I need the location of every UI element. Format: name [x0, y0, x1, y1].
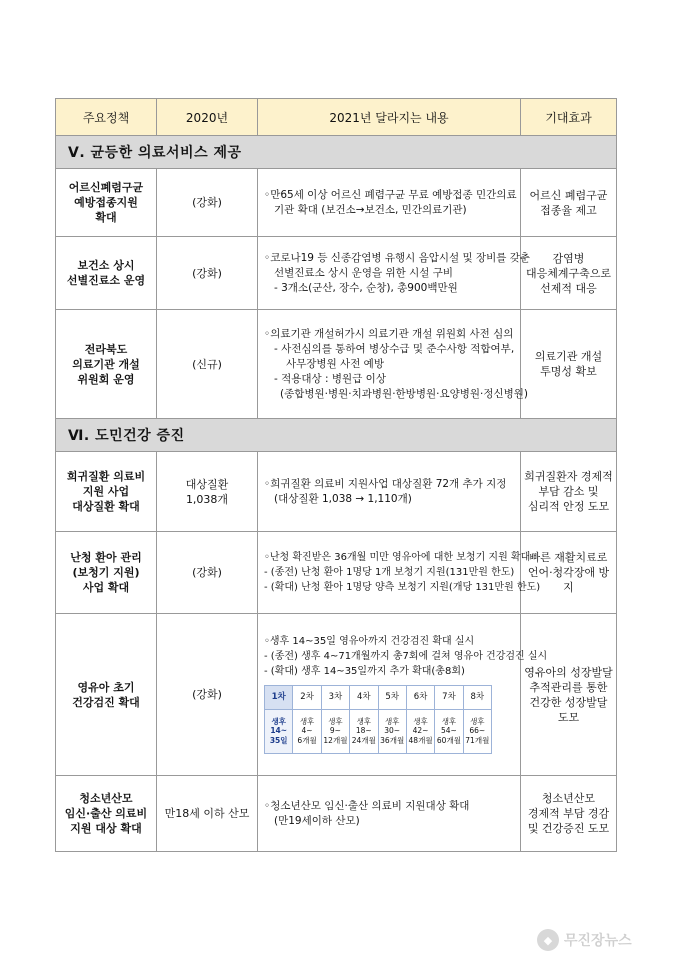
change-content: [258, 532, 541, 614]
expected-effect: 의료기관 개설 투명성 확보: [521, 310, 617, 419]
content-line: (종합병원·병원·치과병원·한방병원·요양병원·정신병원): [280, 387, 529, 400]
content-line: 사무장병원 사전 예방: [286, 357, 384, 370]
schedule-age-row: [265, 709, 492, 753]
content-line: ◦희귀질환 의료비 지원사업 대상질환 72개 추가 지정: [264, 477, 507, 490]
expected-effect: 빠른 재활치료로 언어·청각장애 방지: [521, 532, 617, 614]
change-content: [258, 169, 521, 237]
table-row: [56, 532, 617, 614]
header-effect: 기대효과: [521, 99, 617, 136]
section-row: [56, 136, 617, 169]
header-changes: 2021년 달라지는 내용: [258, 99, 521, 136]
status-2020: 대상질환 1,038개: [157, 452, 258, 532]
change-content: [258, 237, 531, 310]
expected-effect: 감염병 대응체계구축으로 선제적 대응: [521, 237, 617, 310]
schedule-age: 생후 14~ 35일: [265, 709, 293, 753]
schedule-round: 6차: [406, 685, 434, 709]
table-row: [56, 452, 617, 532]
status-2020: (강화): [157, 237, 258, 310]
watermark-text: 무진장뉴스: [564, 933, 632, 949]
schedule-round: 3차: [321, 685, 349, 709]
change-content: [258, 614, 548, 776]
schedule-age: 생후 30~ 36개월: [378, 709, 406, 753]
content-line: - (확대) 생후 14~35일까지 추가 확대(총8회): [264, 665, 465, 677]
expected-effect: 청소년산모 경제적 부담 경감 및 건강증진 도모: [521, 776, 617, 852]
policy-name: 어르신폐렴구균 예방접종지원 확대: [56, 169, 157, 237]
policy-name: 난청 환아 관리 (보청기 지원) 사업 확대: [56, 532, 157, 614]
schedule-round: 2차: [293, 685, 321, 709]
content-line: - (확대) 난청 환아 1명당 양측 보청기 지원(개당 131만원 한도): [264, 582, 541, 593]
table-row: [56, 614, 617, 776]
content-line: - (종전) 생후 4~71개월까지 총7회에 걸쳐 영유아 건강검진 실시: [264, 650, 548, 662]
schedule-age: 생후 42~ 48개월: [406, 709, 434, 753]
content-line: - 적용대상 : 병원급 이상: [274, 372, 386, 385]
status-2020: (강화): [157, 532, 258, 614]
expected-effect: 어르신 폐렴구균 접종율 제고: [521, 169, 617, 237]
schedule-age: 생후 18~ 24개월: [350, 709, 378, 753]
change-content: [258, 310, 529, 419]
policy-name: 청소년산모 임신·출산 의료비 지원 대상 확대: [56, 776, 157, 852]
status-2020: 만18세 이하 산모: [157, 776, 258, 852]
content-line: ◦만65세 이상 어르신 폐렴구균 무료 예방접종 민간의료: [264, 188, 517, 201]
change-content: [258, 776, 521, 852]
content-line: (대상질환 1,038 → 1,110개): [274, 492, 412, 505]
logo-icon: ◆: [537, 929, 559, 951]
section-title: Ⅵ. 도민건강 증진: [56, 419, 617, 452]
status-2020: (강화): [157, 169, 258, 237]
section-title: Ⅴ. 균등한 의료서비스 제공: [56, 136, 617, 169]
schedule-age: 생후 4~ 6개월: [293, 709, 321, 753]
content-line: ◦코로나19 등 신종감염병 유행시 음압시설 및 장비를 갖춘: [264, 251, 531, 264]
content-line: ◦청소년산모 임신·출산 의료비 지원대상 확대: [264, 799, 470, 812]
header-2020: 2020년: [157, 99, 258, 136]
table-row: [56, 237, 617, 310]
content-line: 기관 확대 (보건소→보건소, 민간의료기관): [274, 203, 467, 216]
status-2020: (강화): [157, 614, 258, 776]
schedule-round: 5차: [378, 685, 406, 709]
checkup-schedule-table: [264, 685, 492, 754]
policy-name: 영유아 초기 건강검진 확대: [56, 614, 157, 776]
expected-effect: 희귀질환자 경제적 부담 감소 및 심리적 안정 도모: [521, 452, 617, 532]
content-line: (만19세이하 산모): [274, 814, 360, 827]
header-row: [56, 99, 617, 136]
policy-name: 보건소 상시 선별진료소 운영: [56, 237, 157, 310]
schedule-round-row: [265, 685, 492, 709]
table-row: [56, 169, 617, 237]
header-policy: 주요정책: [56, 99, 157, 136]
status-2020: (신규): [157, 310, 258, 419]
policy-name: 전라북도 의료기관 개설 위원회 운영: [56, 310, 157, 419]
schedule-age: 생후 54~ 60개월: [435, 709, 463, 753]
table-row: [56, 310, 617, 419]
schedule-round: 7차: [435, 685, 463, 709]
content-line: ◦난청 확진받은 36개월 미만 영유아에 대한 보청기 지원 확대: [264, 552, 531, 563]
content-line: ◦의료기관 개설허가시 의료기관 개설 위원회 사전 심의: [264, 327, 514, 340]
section-row: [56, 419, 617, 452]
schedule-round: 8차: [463, 685, 491, 709]
schedule-age: 생후 66~ 71개월: [463, 709, 491, 753]
content-line: ◦생후 14~35일 영유아까지 건강검진 확대 실시: [264, 635, 475, 647]
content-line: - 3개소(군산, 장수, 순창), 총900백만원: [274, 281, 458, 294]
table-row: [56, 776, 617, 852]
watermark: [537, 926, 673, 954]
content-line: 선별진료소 상시 운영을 위한 시설 구비: [274, 266, 453, 279]
change-content: [258, 452, 521, 532]
content-line: - (종전) 난청 환아 1명당 1개 보청기 지원(131만원 한도): [264, 567, 515, 578]
expected-effect: 영유아의 성장발달 추적관리를 통한 건강한 성장발달 도모: [521, 614, 617, 776]
schedule-round: 1차: [265, 685, 293, 709]
policy-name: 희귀질환 의료비 지원 사업 대상질환 확대: [56, 452, 157, 532]
schedule-round: 4차: [350, 685, 378, 709]
content-line: - 사전심의를 통하여 병상수급 및 준수사항 적합여부,: [274, 342, 515, 355]
policy-table: [55, 98, 617, 852]
schedule-age: 생후 9~ 12개월: [321, 709, 349, 753]
